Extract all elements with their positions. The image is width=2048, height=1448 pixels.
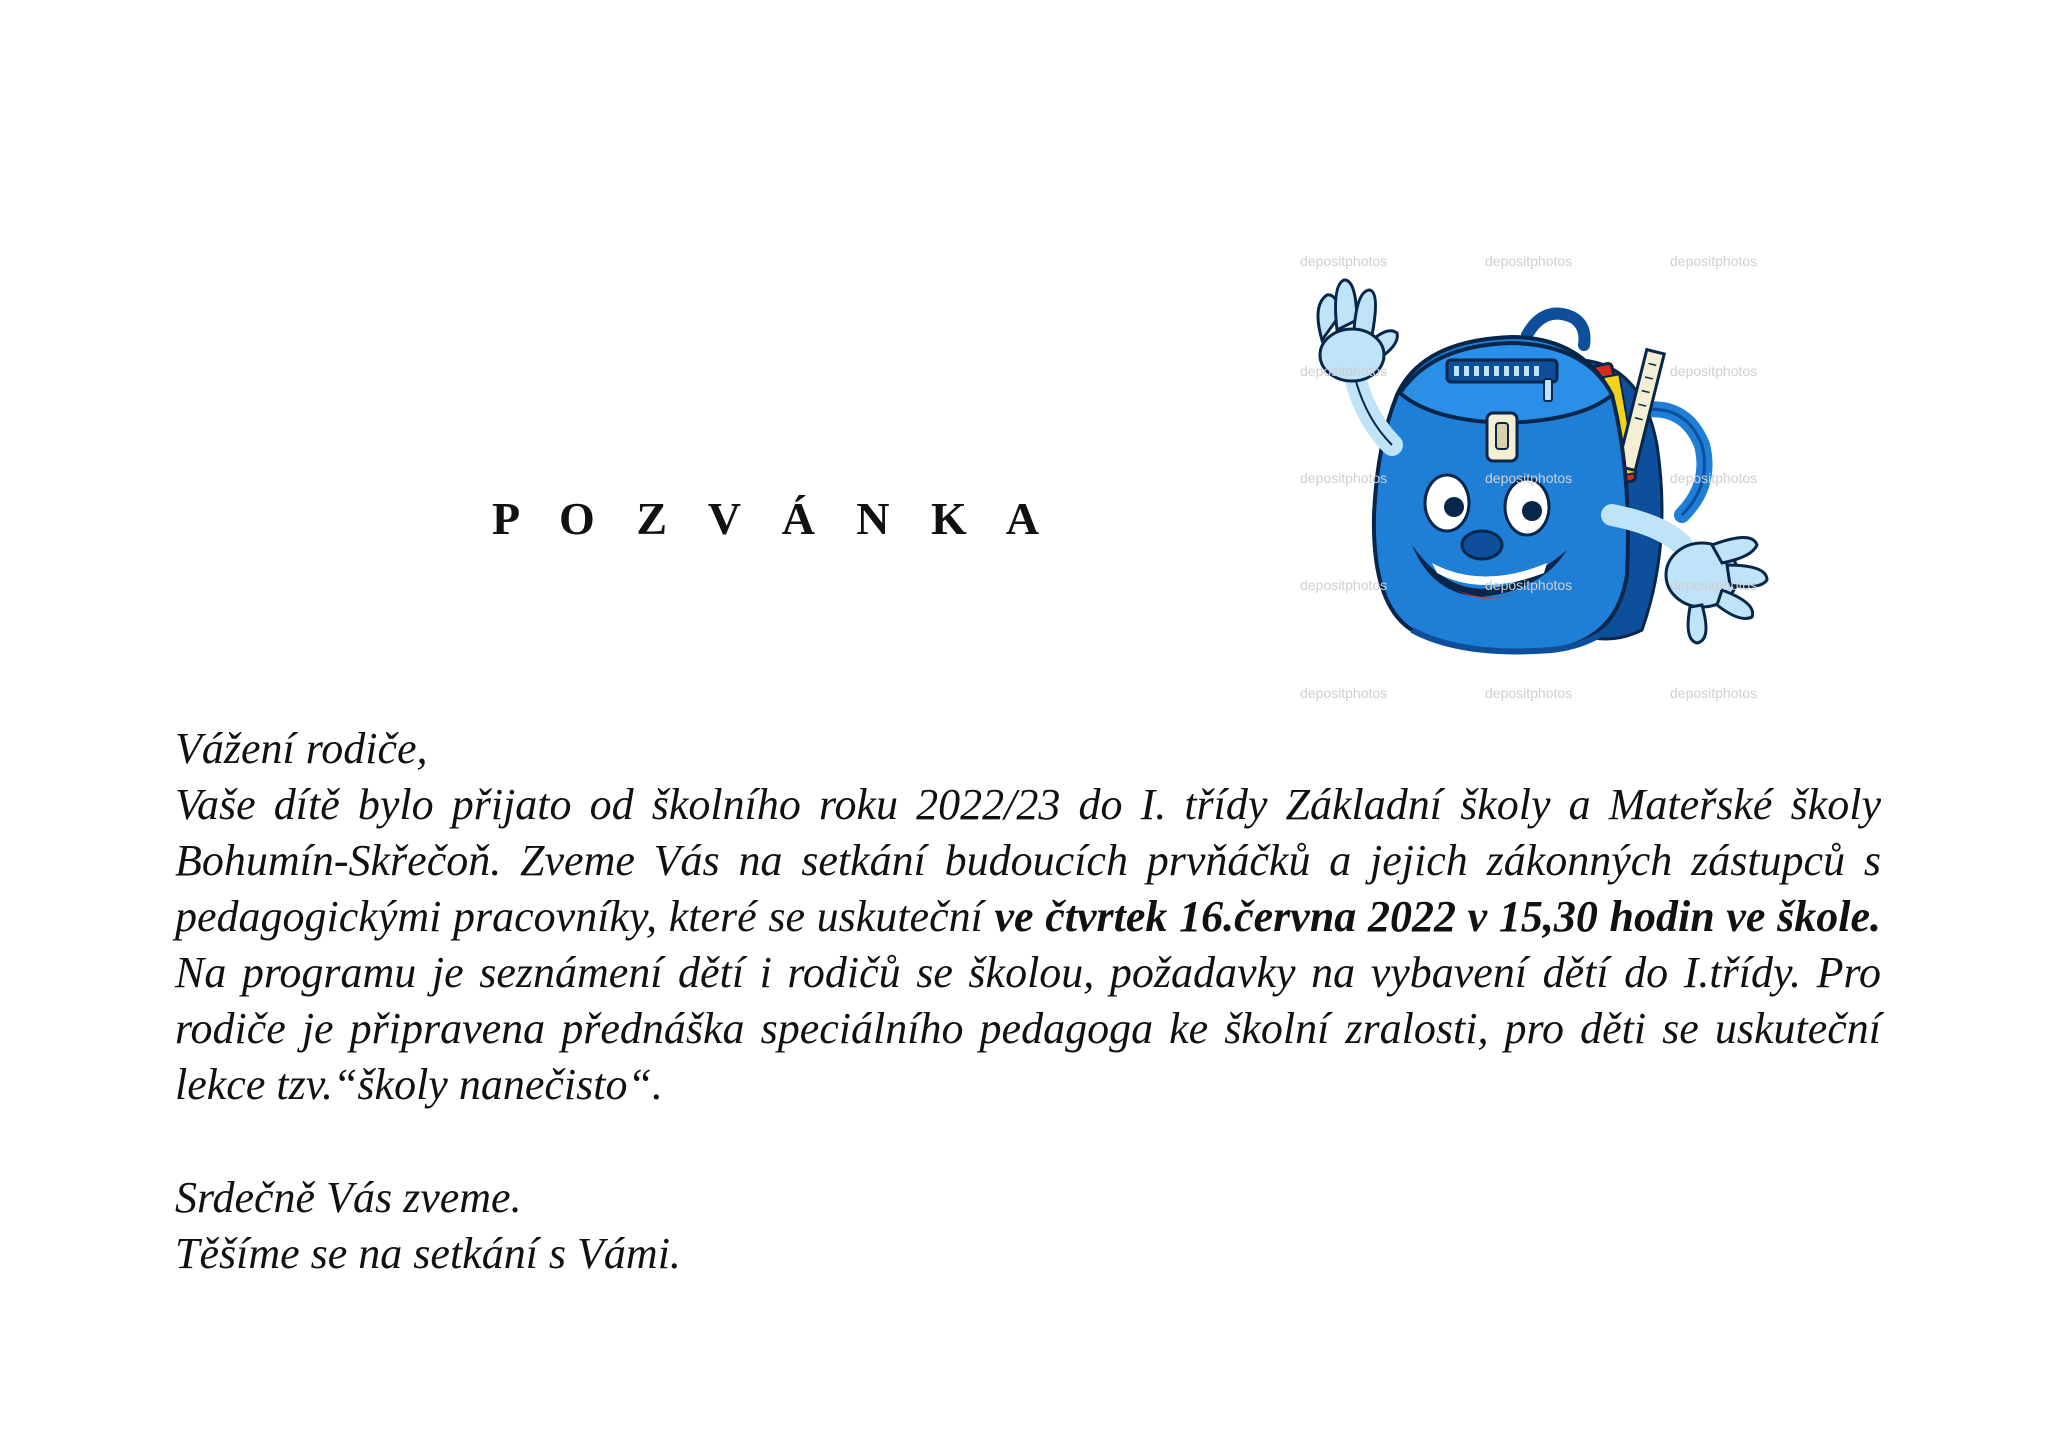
watermark-text: depositphotos bbox=[1670, 577, 1758, 593]
watermark-text: depositphotos bbox=[1300, 363, 1388, 379]
watermark-text: depositphotos bbox=[1670, 363, 1758, 379]
closing-line-1: Srdečně Vás zveme. bbox=[175, 1173, 522, 1222]
invitation-body bbox=[175, 721, 1881, 1113]
watermark-text: depositphotos bbox=[1670, 470, 1758, 486]
page-title: P O Z V Á N K A bbox=[492, 493, 1054, 544]
watermark-text: depositphotos bbox=[1485, 470, 1573, 486]
watermark-text: depositphotos bbox=[1300, 685, 1388, 701]
paragraph-text-part1: Vaše dítě bylo přijato od školního roku 2022/23 do I. třídy Základní školy a Mateřské školy Bohumín-Skřečoň. Zveme Vás na setkání budoucích prvňáčků a jejich zákonných zástupců s pedagogickými pracovníky, které se uskuteční bbox=[175, 780, 1881, 941]
watermark-text: depositphotos bbox=[1300, 577, 1388, 593]
closing-line-2: Těšíme se na setkání s Vámi. bbox=[175, 1229, 681, 1278]
meeting-date-time: ve čtvrtek 16.června 2022 v 15,30 hodin ve škole. bbox=[994, 892, 1881, 941]
greeting: Vážení rodiče, bbox=[175, 724, 428, 773]
closing bbox=[175, 1170, 681, 1282]
watermark-text: depositphotos bbox=[1300, 253, 1388, 269]
watermark-text: depositphotos bbox=[1485, 577, 1573, 593]
paragraph-text-part2: Na programu je seznámení dětí i rodičů se školou, požadavky na vybavení dětí do I.třídy. Pro rodiče je připravena přednáška speciálního pedagoga ke školní zralosti, pro děti se uskuteční lekce tzv.“školy nanečisto“. bbox=[175, 948, 1881, 1109]
watermark-text: depositphotos bbox=[1670, 685, 1758, 701]
invitation-paragraph bbox=[175, 777, 1881, 1113]
watermark-text: depositphotos bbox=[1485, 253, 1573, 269]
watermark-text: depositphotos bbox=[1670, 253, 1758, 269]
backpack-illustration bbox=[1282, 245, 1782, 715]
watermark-text: depositphotos bbox=[1300, 470, 1388, 486]
watermark-text: depositphotos bbox=[1485, 685, 1573, 701]
